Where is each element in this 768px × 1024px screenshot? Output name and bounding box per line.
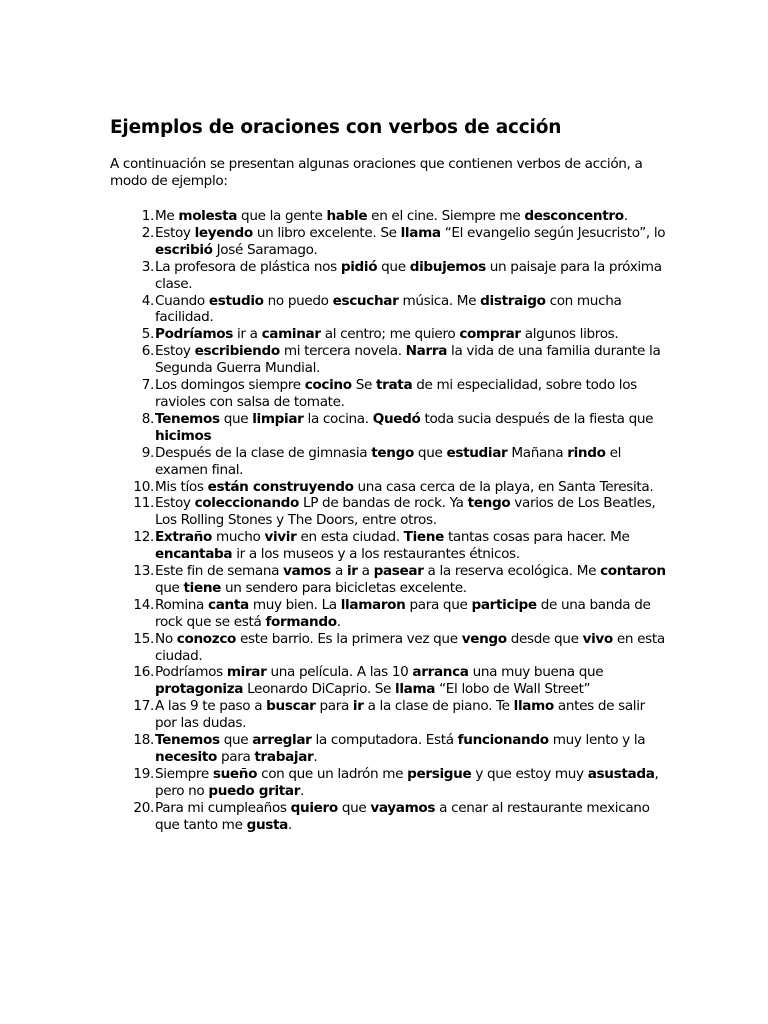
action-verb: gusta [246, 816, 288, 833]
example-sentence-list [110, 208, 670, 834]
action-verb: conozco [176, 630, 237, 647]
action-verb: vayamos [370, 799, 436, 816]
action-verb: llama [395, 681, 436, 698]
action-verb: tengo [371, 444, 414, 461]
action-verb: llama [400, 224, 441, 241]
action-verb: leyendo [194, 224, 253, 241]
list-item-number: 10. [133, 478, 154, 495]
sentence-text: en el cine. Siempre me [367, 208, 525, 224]
action-verb: vamos [283, 563, 332, 580]
list-item-number: 15. [133, 630, 154, 647]
action-verb: llamaron [340, 596, 406, 613]
action-verb: Extraño [155, 529, 212, 546]
action-verb: vengo [461, 630, 507, 647]
sentence-text: de una banda de rock que se está [155, 596, 651, 630]
list-item [110, 529, 670, 563]
sentence-text: el examen final. [155, 444, 622, 478]
sentence-text: que [219, 410, 253, 427]
sentence-text: Me [155, 208, 179, 224]
sentence-text: la computadora. Está [311, 732, 458, 749]
sentence-text: algunos libros. [520, 326, 619, 343]
sentence-text: Los domingos siempre [155, 377, 305, 394]
sentence-text: ir a [233, 326, 262, 343]
sentence-text: en esta ciudad. [296, 529, 404, 546]
action-verb: trabajar [254, 749, 314, 765]
action-verb: funcionando [457, 732, 549, 749]
sentence-text: Podríamos [155, 664, 227, 681]
list-item [110, 445, 670, 479]
sentence-text: “El lobo de Wall Street” [435, 681, 591, 698]
sentence-text: que [337, 799, 371, 816]
list-item [110, 343, 670, 377]
list-item-number: 11. [133, 495, 154, 512]
list-item [110, 766, 670, 800]
sentence-text: la vida de una familia durante la Segunda Guerra Mundial. [155, 343, 661, 377]
sentence-text: . [313, 749, 318, 765]
action-verb: sueño [212, 765, 258, 782]
sentence-text: muy bien. La [248, 596, 341, 613]
action-verb: mirar [226, 664, 267, 681]
action-verb: distraigo [480, 292, 546, 309]
list-item-number: 2. [141, 224, 154, 241]
sentence-text: mi tercera novela. [279, 343, 406, 360]
list-item [110, 225, 670, 259]
list-item-number: 9. [141, 444, 154, 461]
action-verb: canta [208, 596, 249, 613]
list-item [110, 377, 670, 411]
sentence-text: a [357, 563, 374, 580]
sentence-text: Estoy [155, 343, 195, 360]
sentence-text: Para mi cumpleaños [155, 799, 291, 816]
sentence-text: y que estoy muy [471, 765, 588, 782]
sentence-text: antes de salir por las dudas. [155, 698, 645, 732]
sentence-text: Este fin de semana [155, 563, 284, 580]
sentence-text: un paisaje para la próxima clase. [155, 258, 662, 292]
action-verb: Narra [405, 343, 448, 360]
action-verb: ir [346, 563, 358, 580]
action-verb: Tenemos [155, 732, 220, 749]
list-item [110, 411, 670, 445]
sentence-text: . [287, 816, 292, 833]
list-item [110, 208, 670, 225]
action-verb: vivo [582, 630, 613, 647]
action-verb: comprar [459, 326, 521, 343]
action-verb: Tiene [403, 529, 444, 546]
action-verb: ir [352, 698, 364, 715]
action-verb: pasear [373, 563, 424, 580]
sentence-text: Estoy [155, 495, 195, 512]
sentence-text: a la reserva ecológica. Me [423, 563, 601, 580]
action-verb: escuchar [332, 292, 399, 309]
list-item-number: 1. [141, 208, 154, 224]
sentence-text: José Saramago. [212, 241, 318, 258]
sentence-text: que la gente [237, 208, 327, 224]
action-verb: protagoniza [155, 681, 244, 698]
sentence-text: Mañana [507, 444, 568, 461]
list-item-number: 20. [133, 799, 154, 816]
action-verb: coleccionando [194, 495, 300, 512]
list-item-number: 3. [141, 258, 154, 275]
intro-paragraph: A continuación se presentan algunas oraciones que contienen verbos de acción, a modo de ejemplo: [110, 156, 643, 189]
sentence-text: . [300, 782, 305, 799]
action-verb: están construyendo [207, 478, 354, 495]
action-verb: vivir [264, 529, 297, 546]
sentence-text: muy lento y la [548, 732, 646, 749]
action-verb: arreglar [252, 732, 312, 749]
list-item-number: 14. [133, 596, 154, 613]
sentence-text: un sendero para bicicletas excelente. [221, 579, 467, 596]
action-verb: pidió [340, 258, 378, 275]
action-verb: quiero [290, 799, 338, 816]
sentence-text: varios de Los Beatles, Los Rolling Stones y The Doors, entre otros. [155, 495, 656, 529]
action-verb: tiene [183, 579, 222, 596]
sentence-text: Leonardo DiCaprio. Se [243, 681, 396, 698]
action-verb: Quedó [372, 410, 421, 427]
action-verb: desconcentro [524, 208, 624, 224]
sentence-text: con mucha facilidad. [155, 292, 622, 326]
sentence-text: Romina [155, 596, 208, 613]
sentence-text: para [216, 749, 255, 765]
sentence-text: Se [351, 377, 376, 394]
sentence-text: Cuando [155, 292, 209, 309]
action-verb: buscar [266, 698, 316, 715]
list-item [110, 664, 670, 698]
sentence-text: No [155, 630, 177, 647]
list-item-number: 4. [141, 292, 154, 309]
action-verb: hable [326, 208, 368, 224]
sentence-text: que [377, 258, 410, 275]
sentence-text: “El evangelio según Jesucristo”, lo [440, 224, 666, 241]
action-verb: participe [471, 596, 537, 613]
list-item-number: 16. [133, 664, 154, 681]
sentence-text: LP de bandas de rock. Ya [299, 495, 468, 512]
action-verb: dibujemos [409, 258, 486, 275]
action-verb: limpiar [252, 410, 304, 427]
sentence-text: una casa cerca de la playa, en Santa Teresita. [353, 478, 654, 495]
list-item [110, 698, 670, 732]
sentence-text: desde que [506, 630, 583, 647]
action-verb: rindo [567, 444, 606, 461]
sentence-text: la cocina. [303, 410, 373, 427]
sentence-text: ir a los museos y a los restaurantes étnicos. [232, 546, 520, 563]
list-item [110, 563, 670, 597]
sentence-text: , pero no [155, 765, 659, 799]
sentence-text: Siempre [155, 765, 213, 782]
action-verb: trata [375, 377, 413, 394]
action-verb: escribiendo [194, 343, 280, 360]
action-verb: persigue [407, 765, 472, 782]
list-item [110, 800, 670, 834]
sentence-text: para que [405, 596, 472, 613]
sentence-text: una muy buena que [468, 664, 604, 681]
action-verb: hicimos [155, 427, 212, 444]
sentence-text: a cenar al restaurante mexicano que tanto me [155, 799, 650, 833]
list-item-number: 6. [141, 343, 154, 360]
list-item-number: 5. [141, 326, 154, 343]
sentence-text: A las 9 te paso a [155, 698, 267, 715]
sentence-text: que [219, 732, 253, 749]
action-verb: Podríamos [155, 326, 234, 343]
sentence-text: La profesora de plástica nos [155, 258, 341, 275]
sentence-text: a [331, 563, 347, 580]
document-title: Ejemplos de oraciones con verbos de acción [110, 117, 562, 138]
list-item-number: 12. [133, 529, 154, 546]
action-verb: puedo gritar [208, 782, 301, 799]
action-verb: caminar [261, 326, 321, 343]
list-item [110, 732, 670, 766]
sentence-text: que [413, 444, 447, 461]
sentence-text: mucho [212, 529, 265, 546]
sentence-text: al centro; me quiero [320, 326, 460, 343]
list-item [110, 326, 670, 343]
sentence-text: no puedo [263, 292, 333, 309]
action-verb: encantaba [155, 546, 233, 563]
sentence-text: Estoy [155, 224, 195, 241]
action-verb: arranca [412, 664, 469, 681]
sentence-text: . [336, 613, 341, 630]
action-verb: necesito [155, 749, 217, 765]
list-item-number: 8. [141, 410, 154, 427]
action-verb: estudio [208, 292, 264, 309]
sentence-text: tantas cosas para hacer. Me [443, 529, 630, 546]
sentence-text: un libro excelente. Se [252, 224, 401, 241]
action-verb: escribió [155, 241, 213, 258]
action-verb: molesta [178, 208, 238, 224]
list-item [110, 495, 670, 529]
list-item [110, 631, 670, 665]
action-verb: tengo [467, 495, 511, 512]
action-verb: contaron [600, 563, 666, 580]
list-item [110, 259, 670, 293]
list-item-number: 18. [133, 732, 154, 749]
sentence-text: toda sucia después de la fiesta que [420, 410, 654, 427]
action-verb: Tenemos [155, 410, 220, 427]
action-verb: asustada [587, 765, 655, 782]
sentence-text: una película. A las 10 [266, 664, 413, 681]
list-item [110, 293, 670, 327]
action-verb: cocino [304, 377, 352, 394]
sentence-text: este barrio. Es la primera vez que [236, 630, 462, 647]
sentence-text: de mi especialidad, sobre todo los ravioles con salsa de tomate. [155, 377, 637, 410]
list-item-number: 17. [133, 698, 154, 715]
list-item-number: 7. [141, 377, 154, 394]
sentence-text: para [315, 698, 353, 715]
list-item-number: 13. [133, 563, 154, 580]
sentence-text: que [155, 579, 184, 596]
action-verb: formando [265, 613, 337, 630]
sentence-text: . [623, 208, 628, 224]
list-item-number: 19. [133, 765, 154, 782]
sentence-text: música. Me [398, 292, 481, 309]
sentence-text: a la clase de piano. Te [363, 698, 514, 715]
sentence-text: con que un ladrón me [257, 765, 408, 782]
sentence-text: Después de la clase de gimnasia [155, 444, 372, 461]
sentence-text: en esta ciudad. [155, 630, 665, 664]
action-verb: estudiar [446, 444, 508, 461]
action-verb: llamo [513, 698, 554, 715]
list-item [110, 597, 670, 631]
list-item [110, 479, 670, 496]
sentence-text: Mis tíos [155, 478, 208, 495]
